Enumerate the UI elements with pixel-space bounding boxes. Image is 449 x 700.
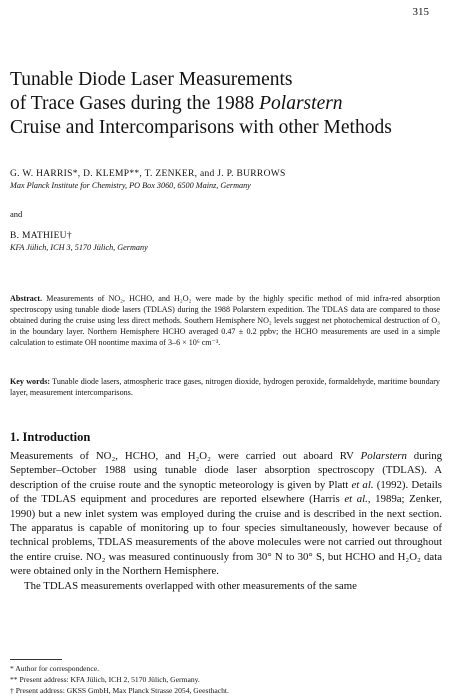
abstract [10, 294, 440, 349]
p1-ship-name: Polarstern [360, 450, 407, 462]
title-ship-name: Polarstern [259, 93, 343, 114]
p1-text-b: during September–October 1988 using tunable diode laser absorption spectroscopy (TDLAS). A description of the cruise route and the synoptic meteorology is given by Platt [10, 450, 442, 491]
author-block [10, 168, 440, 192]
p1-etal-2: et al. [344, 493, 368, 506]
paragraph-2: The TDLAS measurements overlapped with other measurements of the same [24, 579, 357, 592]
footnotes [10, 663, 440, 696]
footnote-1: * Author for correspondence. [10, 664, 99, 673]
author-names: G. W. HARRIS*, D. KLEMP**, T. ZENKER, and J. P. BURROWS [10, 169, 286, 179]
title-line-2-text: of Trace Gases during the 1988 [10, 93, 260, 114]
footnote-2: ** Present address: KFA Jülich, ICH 2, 5170 Jülich, Germany. [10, 675, 200, 684]
title-line-2 [10, 92, 440, 116]
author-names-2: B. MATHIEU† [10, 231, 72, 241]
paragraph-1 [10, 449, 442, 579]
author-conjunction: and [10, 209, 23, 219]
abstract-text: Measurements of NO₂, HCHO, and H₂O₂ were made by the highly specific method of mid infra-red absorption spectroscopy using tunable diode lasers (TDLAS) during the 1988 Polarstern expedition. The TDLAS data are compared to those obtained during the cruise using less direct methods. Southern Hemisphere NO₂ levels suggest net photochemical destruction of O₃ in the boundary layer. Northern Hemisphere HCHO averaged 0.47 ± 0.2 ppbv; the HCHO measurements are used in a simple calculation to estimate OH noontime maxima of 3–6 × 10⁶ cm⁻³. [10, 294, 440, 347]
title-line-1: Tunable Diode Laser Measurements [10, 69, 293, 90]
paper-title [10, 68, 440, 140]
p1-text-c: (1992). Details of the TDLAS equipment and procedures are reported elsewhere (Harris [10, 478, 442, 506]
p1-text-a: Measurements of NO₂, HCHO, and H₂O₂ were carried out aboard RV [10, 450, 361, 462]
footnote-rule [10, 659, 62, 660]
keywords-text: Tunable diode lasers, atmospheric trace gases, nitrogen dioxide, hydrogen peroxide, formaldehyde, maritime boundary layer, measurement intercomparisons. [10, 377, 440, 397]
keywords [10, 377, 440, 399]
body-text [10, 449, 442, 593]
footnote-3: † Present address: GKSS GmbH, Max Planck Strasse 2054, Geesthacht. [10, 686, 229, 695]
abstract-label: Abstract. [10, 294, 43, 303]
author-affiliation-2: KFA Jülich, ICH 3, 5170 Jülich, Germany [10, 243, 148, 252]
author-block-2 [10, 230, 440, 254]
title-line-3: Cruise and Intercomparisons with other Methods [10, 117, 392, 138]
p1-etal-1: et al. [351, 478, 374, 491]
p1-text-d: , 1989a; Zenker, 1990) but a new inlet system was employed during the cruise and is described in the next section. The apparatus is capable of monitoring up to four species simultaneously, however because of technical problems, TDLAS measurements of the above molecules were not carried out throughout the entire cruise. NO₂ was measured continuously from 30° N to 30° S, but HCHO and H₂O₂ data were obtained only in the Northern Hemisphere. [10, 493, 443, 578]
keywords-label: Key words: [10, 377, 51, 386]
author-affiliation: Max Planck Institute for Chemistry, PO Box 3060, 6500 Mainz, Germany [10, 181, 251, 190]
section-heading: 1. Introduction [10, 430, 91, 444]
page-number: 315 [412, 6, 429, 18]
